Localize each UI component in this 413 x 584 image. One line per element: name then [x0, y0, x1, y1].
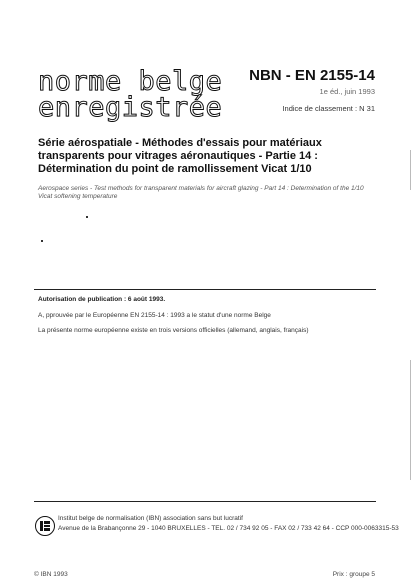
scan-edge-line [410, 360, 411, 480]
document-title-english: Aerospace series - Test methods for transparent materials for aircraft glazing - Part 14 : Determination of the 1/10 Vicat softening temperature [38, 185, 364, 200]
approval-statement: A, pprouvée par le Européenne EN 2155-14 : 1993 a le statut d'une norme Belge [38, 312, 271, 319]
document-number: NBN - EN 2155-14 [249, 67, 375, 84]
document-title-french: Série aérospatiale - Méthodes d'essais pour matériaux transparents pour vitrages aéronautiques - Partie 14 : Détermination du point de ramollissement Vicat 1/10 [38, 137, 322, 175]
speck [41, 240, 43, 242]
brand-title-line1: norme belge [38, 66, 223, 97]
copyright-notice: © IBN 1993 [34, 571, 68, 578]
price-group: Prix : groupe 5 [332, 571, 375, 578]
classification-index: Indice de classement : N 31 [282, 104, 375, 113]
institute-name: Institut belge de normalisation (IBN) association sans but lucratif [58, 515, 243, 522]
versions-statement: La présente norme européenne existe en trois versions officielles (allemand, anglais, français) [38, 327, 309, 334]
divider-top [34, 289, 376, 290]
brand-title-line2: enregistrée [38, 92, 223, 123]
divider-bottom [34, 501, 376, 502]
publication-authorization: Autorisation de publication : 6 août 1993. [38, 296, 166, 303]
institute-address: Avenue de la Brabançonne 29 - 1040 BRUXELLES - TEL. 02 / 734 92 05 - FAX 02 / 733 42 64 - CCP 000-0063315-53 [58, 525, 399, 532]
ibn-logo-icon [35, 516, 55, 536]
scan-edge-line [410, 150, 411, 190]
speck [86, 216, 88, 218]
edition-date: 1e éd., juin 1993 [319, 87, 375, 96]
